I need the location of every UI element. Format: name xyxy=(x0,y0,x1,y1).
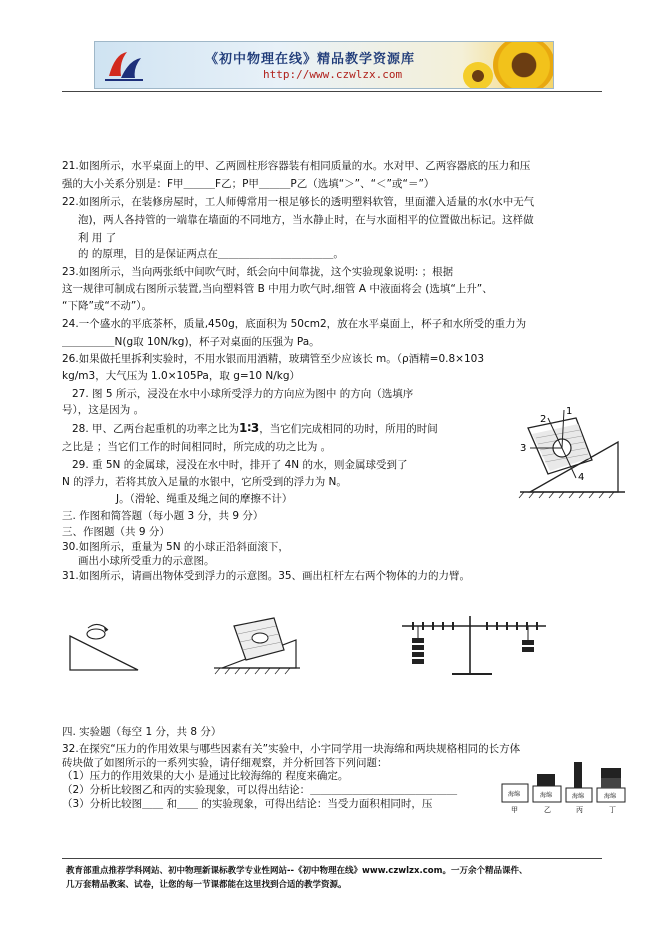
q22-line3: 利 用 了 xyxy=(78,232,117,244)
q29-line3: J。（滑轮、绳重及绳之间的摩擦不计） xyxy=(116,493,293,505)
header-banner xyxy=(94,41,554,89)
fig5-label-2: 2 xyxy=(540,414,547,425)
footer-line-2: 几万套精品教案、试卷，让您的每一节课都能在这里找到合适的教学资源。 xyxy=(66,880,347,890)
incline-ball-figure xyxy=(66,618,142,674)
q21-line1: 21.如图所示，水平桌面上的甲、乙两圆柱形容器装有相同质量的水。水对甲、乙两容器底的压力和压 xyxy=(62,160,531,172)
q28-text-a: 28. 甲、乙两台起重机的功率之比为 xyxy=(72,423,240,435)
q22-line4: 的 的原理，目的是保证两点在＿＿＿＿＿＿＿＿＿＿＿。 xyxy=(78,248,344,260)
fig5-label-3: 3 xyxy=(520,443,527,454)
section-3b-heading: 三、作图题（共 9 分） xyxy=(62,526,170,538)
sponge-label-jia-word: 海绵 xyxy=(508,791,521,798)
header-rule xyxy=(62,91,602,92)
lever-balance-figure xyxy=(400,612,548,676)
q30-line1: 30.如图所示，重量为 5N 的小球正沿斜面滚下， xyxy=(62,541,289,553)
q21-line2: 强的大小关系分别是：F甲＿＿＿F乙；P甲＿＿＿P乙（选填“＞”、“＜”或“＝”） xyxy=(62,178,435,190)
sponge-label-bing: 丙 xyxy=(576,806,583,814)
container-on-incline-figure xyxy=(212,610,302,676)
sponge-label-yi-word: 海绵 xyxy=(540,792,553,799)
fig5-label-4: 4 xyxy=(578,472,585,483)
footer-line-1: 教育部重点推荐学科网站、初中物理新课标教学专业性网站--《初中物理在线》www.czwlzx.com。一万余个精品课件、 xyxy=(66,866,528,876)
fig5-label-1: 1 xyxy=(566,406,573,417)
sponge-label-ding-word: 海绵 xyxy=(604,793,617,800)
banner-url: http://www.czwlzx.com xyxy=(263,68,403,81)
sponge-experiment-figure xyxy=(500,758,628,818)
q23-line1: 23.如图所示，当向两张纸中间吹气时，纸会向中间靠拢，这个实验现象说明: ；根据 xyxy=(62,266,454,278)
figure-5-buoyancy-diagram xyxy=(500,404,630,502)
footer-rule xyxy=(62,858,602,859)
site-logo-icon xyxy=(101,46,145,84)
sunflower-image-small xyxy=(463,62,493,89)
q31-line: 31.如图所示，请画出物体受到浮力的示意图。35、画出杠杆左右两个物体的力的力臂。 xyxy=(62,570,471,582)
sponge-label-yi: 乙 xyxy=(544,806,551,814)
q28-line1 xyxy=(72,422,438,436)
q28-line2: 之比是 ；当它们工作的时间相同时，所完成的功之比为 。 xyxy=(62,441,332,453)
section-4-heading: 四. 实验题（每空 1 分，共 8 分） xyxy=(62,726,222,738)
q24-line2: ＿＿＿＿＿N(g取 10N/kg)，杯子对桌面的压强为 Pa。 xyxy=(62,336,320,348)
q32-line5: （3）分析比较图＿＿ 和＿＿ 的实验现象，可得出结论：当受力面积相同时，压 xyxy=(62,798,433,810)
sponge-label-jia: 甲 xyxy=(511,806,518,814)
q24-line1: 24.一个盛水的平底茶杯，质量,450g，底面积为 50cm2，放在水平桌面上，杯子和水所受的重力为 xyxy=(62,318,527,330)
q32-line1: 32.在探究“压力的作用效果与哪些因素有关”实验中，小宇同学用一块海绵和两块规格相同的长方体 xyxy=(62,743,521,755)
q28-text-b: ，当它们完成相同的功时，所用的时间 xyxy=(259,423,438,435)
banner-title: 《初中物理在线》精品教学资源库 xyxy=(205,52,416,67)
q29-line2: N 的浮力，若将其放入足量的水银中，它所受到的浮力为 N。 xyxy=(62,476,347,488)
q22-line2: 泡)，两人各持管的一端靠在墙面的不同地方，当水静止时，在与水面相平的位置做出标记。这样做 xyxy=(78,214,534,226)
q32-line4: （2）分析比较图乙和丙的实验现象，可以得出结论：＿＿＿＿＿＿＿＿＿＿＿＿＿＿ xyxy=(62,784,458,796)
section-3-heading: 三. 作图和简答题（每小题 3 分，共 9 分） xyxy=(62,510,264,522)
q23-line2: 这一规律可制成右图所示装置,当向塑料管 B 中用力吹气时,细管 A 中液面将会 (选填“上升”、 xyxy=(62,283,493,295)
q30-line2: 画出小球所受重力的示意图。 xyxy=(78,555,215,567)
q27-line1: 27. 图 5 所示，浸没在水中小球所受浮力的方向应为图中 的方向（选填序 xyxy=(72,388,414,400)
q23-line3: “下降”或“不动”）。 xyxy=(62,300,153,312)
sponge-label-bing-word: 海绵 xyxy=(572,793,585,800)
q32-line3: （1）压力的作用效果的大小 是通过比较海绵的 程度来确定。 xyxy=(62,770,349,782)
q28-ratio: 1∶3 xyxy=(239,421,260,435)
q27-line2: 号），这是因为 。 xyxy=(62,404,145,416)
q29-line1: 29. 重 5N 的金属球，浸没在水中时，排开了 4N 的水，则金属球受到了 xyxy=(72,459,408,471)
q26-line1: 26.如果做托里拆利实验时，不用水银而用酒精，玻璃管至少应该长 m。（ρ酒精=0.8×103 xyxy=(62,353,485,365)
q32-line2: 砖块做了如图所示的一系列实验，请仔细观察，并分析回答下列问题： xyxy=(62,757,388,769)
q22-line1: 22.如图所示，在装修房屋时，工人师傅常用一根足够长的透明塑料软管，里面灌入适量的水(水中无气 xyxy=(62,196,535,208)
q26-line2: kg/m3，大气压为 1.0×105Pa，取 g=10 N/kg） xyxy=(62,370,300,382)
sponge-label-ding: 丁 xyxy=(609,806,616,814)
sunflower-image xyxy=(493,41,554,89)
